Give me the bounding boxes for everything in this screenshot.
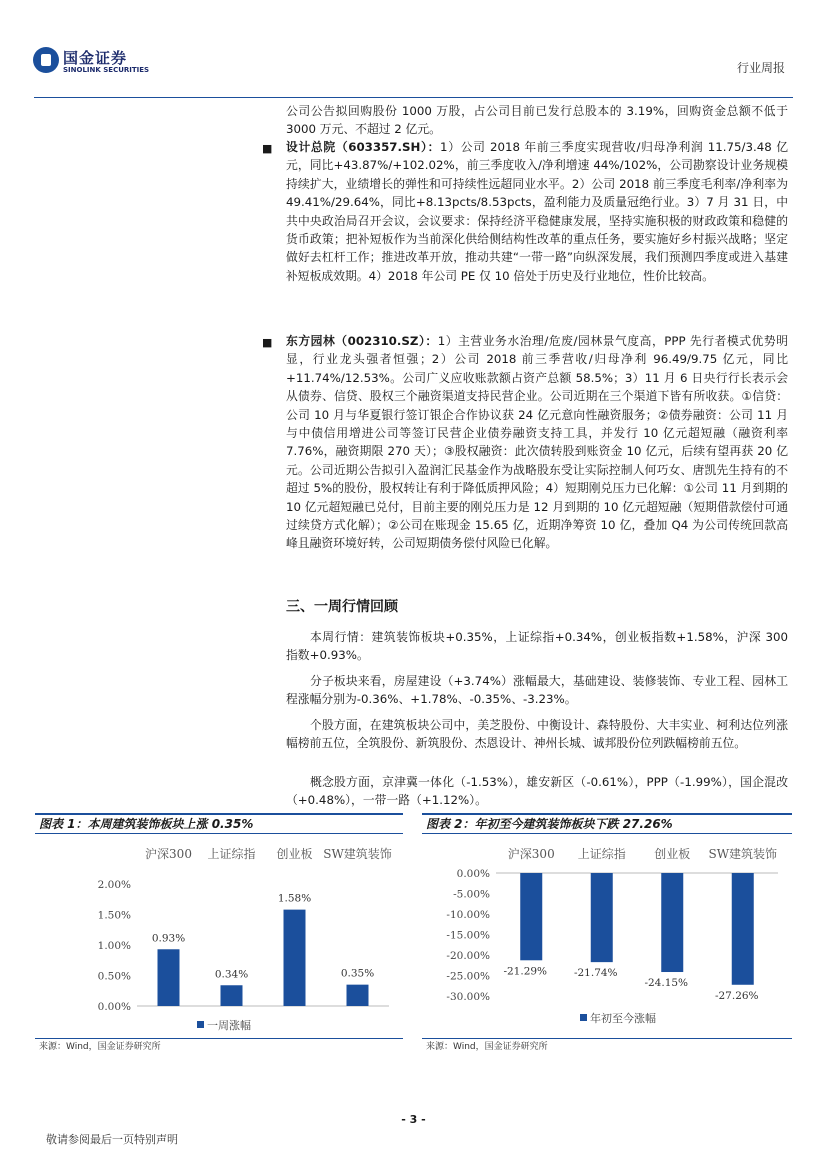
stock-item-2 xyxy=(286,332,788,553)
data-label: -21.29% xyxy=(503,965,548,978)
stock-item-1-name: 设计总院（603357.SH）： xyxy=(286,140,441,154)
bullet-icon: ■ xyxy=(262,336,273,349)
legend-label: 一周涨幅 xyxy=(207,1019,251,1032)
report-type: 行业周报 xyxy=(736,61,785,75)
market-paragraph-1: 本周行情：建筑装饰板块+0.35%，上证综指+0.34%，创业板指数+1.58%，沪深 300 指数+0.93%。 xyxy=(286,630,788,663)
y-tick-label: 1.50% xyxy=(97,909,131,922)
section-title: 三、一周行情回顾 xyxy=(286,599,398,615)
data-label: -24.15% xyxy=(644,977,689,990)
header-divider xyxy=(34,97,793,98)
category-label: 沪深300 xyxy=(507,847,555,861)
y-tick-label: -20.00% xyxy=(446,950,490,962)
bar xyxy=(347,985,369,1006)
market-paragraph-4: 概念股方面，京津冀一体化（-1.53%），雄安新区（-0.61%），PPP（-1.99%），国企混改（+0.48%），一带一路（+1.12%）。 xyxy=(286,775,788,808)
y-tick-label: -10.00% xyxy=(446,909,490,921)
bar xyxy=(221,985,243,1006)
category-label: SW建筑装饰 xyxy=(323,847,392,861)
bar xyxy=(591,873,613,962)
legend-label: 年初至今涨幅 xyxy=(590,1012,656,1025)
y-tick-label: 1.00% xyxy=(97,940,131,952)
figure-1 xyxy=(35,813,403,1055)
data-label: -21.74% xyxy=(573,967,618,980)
bar xyxy=(732,873,754,985)
data-label: 0.34% xyxy=(214,968,249,981)
data-label: 0.93% xyxy=(151,932,186,945)
disclaimer-note: 敬请参阅最后一页特别声明 xyxy=(46,1133,178,1146)
stock-item-1 xyxy=(286,138,788,285)
y-tick-label: -25.00% xyxy=(446,970,490,983)
y-tick-label: -15.00% xyxy=(446,929,490,942)
data-label: 0.35% xyxy=(340,967,375,980)
stock-item-2-text: 1）主营业务水治理/危废/园林景气度高，PPP 先行者模式优势明显，行业龙头强者恒强；2）公司 2018 前三季营收/归母净利 96.49/9.75 亿元，同比+11.74%/12.53%。公司广义应收账款额占资产总额 58.5%；3）11 月 6 日央行行长表示会从债券、信贷、股权三个融资渠道支持民营企业。公司近期在三个渠道下皆有所收获。①信贷：公司 10 月与华夏银行签订银企合作协议获 24 亿元意向性融资服务；②债券融资：公司 11 月与中债信用增进公司等签订民营企业债券融资支持工具，并发行 10 亿元超短融（融资利率 7.76%，融资期限 270 天）；③股权融资：此次债转股到账资金 10 亿元，后续有望再获 20 亿元。公司近期公告拟引入盈润汇民基金作为战略股东受让实际控制人何巧女、唐凯先生持有的不超过 5%的股份，股权转让有利于降低质押风险；4）短期刚兑压力已化解：①公司 11 月到期的 10 亿元超短融已兑付，目前主要的刚兑压力是 12 月到期的 10 亿元超短融（短期借款偿付可通过续贷方式化解）；②公司在账现金 15.65 亿，近期净筹资 10 亿，叠加 Q4 为公司传统回款高峰且融资环境好转，公司短期债务偿付风险已化解。 xyxy=(286,334,788,551)
y-tick-label: -5.00% xyxy=(453,888,490,901)
y-tick-label: 2.00% xyxy=(97,879,131,891)
legend-swatch xyxy=(580,1014,587,1021)
logo-icon xyxy=(33,47,59,73)
y-tick-label: -30.00% xyxy=(446,991,490,1003)
market-paragraph-2: 分子板块来看，房屋建设（+3.74%）涨幅最大，基础建设、装修装饰、专业工程、园林工程涨幅分别为-0.36%、+1.78%、-0.35%、-3.23%。 xyxy=(286,674,788,707)
figure-2 xyxy=(422,813,792,1055)
market-paragraph-3: 个股方面，在建筑板块公司中，美芝股份、中衡设计、森特股份、大丰实业、柯利达位列涨幅榜前五位，全筑股份、新筑股份、杰恩设计、神州长城、诚邦股份位列跌幅榜前五位。 xyxy=(286,718,788,751)
bar xyxy=(158,949,180,1006)
stock-item-1-text: 1）公司 2018 年前三季度实现营收/归母净利润 11.75/3.48 亿元，同比+43.87%/+102.02%，前三季度收入/净利增速 44%/102%，公司勘察设计业务规模持续扩大，业绩增长的弹性和可持续性远超同业水平。2）公司 2018 前三季度毛利率/净利率为 49.41%/29.64%，同比+8.13pcts/8.53pcts，盈利能力及质量冠绝行业。3）7 月 31 日，中共中央政治局召开会议，会议要求：保持经济平稳健康发展，坚持实施积极的财政政策和稳健的货币政策；把补短板作为当前深化供给侧结构性改革的重点任务，要实施好乡村振兴战略；坚定做好去杠杆工作；推进改革开放，推动共建“一带一路”向纵深发展，我们预测四季度或进入基建补短板成效期。4）2018 年公司 PE 仅 10 倍处于历史及行业地位，性价比较高。 xyxy=(286,140,788,283)
figure-1-chart xyxy=(35,834,403,1034)
data-label: 1.58% xyxy=(277,892,312,905)
figure-1-source: 来源：Wind，国金证券研究所 xyxy=(35,1038,403,1055)
figure-2-chart xyxy=(422,834,792,1034)
intro-paragraph: 公司公告拟回购股份 1000 万股，占公司目前已发行总股本的 3.19%，回购资金总额不低于 3000 万元、不超过 2 亿元。 xyxy=(286,104,788,137)
figure-2-title: 图表 2：年初至今建筑装饰板块下跌 27.26% xyxy=(422,813,792,834)
y-tick-label: 0.00% xyxy=(456,868,490,880)
category-label: 创业板 xyxy=(276,847,313,861)
stock-item-2-name: 东方园林（002310.SZ）： xyxy=(286,334,438,348)
page-number: - 3 - xyxy=(401,1113,426,1126)
legend-swatch xyxy=(197,1021,204,1028)
bar xyxy=(520,873,542,960)
y-tick-label: 0.00% xyxy=(97,1001,131,1013)
figure-1-title: 图表 1：本周建筑装饰板块上涨 0.35% xyxy=(35,813,403,834)
data-label: -27.26% xyxy=(714,989,759,1002)
category-label: 上证综指 xyxy=(577,847,626,861)
category-label: 沪深300 xyxy=(145,847,192,861)
logo-text-en: SINOLINK SECURITIES xyxy=(63,66,150,74)
y-tick-label: 0.50% xyxy=(97,970,131,983)
bullet-icon: ■ xyxy=(262,142,273,155)
category-label: SW建筑装饰 xyxy=(708,847,778,861)
bar xyxy=(284,910,306,1006)
bar xyxy=(661,873,683,972)
logo-text-cn: 国金证券 xyxy=(63,49,128,67)
figure-2-source: 来源：Wind，国金证券研究所 xyxy=(422,1038,792,1055)
category-label: 上证综指 xyxy=(207,847,256,861)
category-label: 创业板 xyxy=(654,847,691,861)
